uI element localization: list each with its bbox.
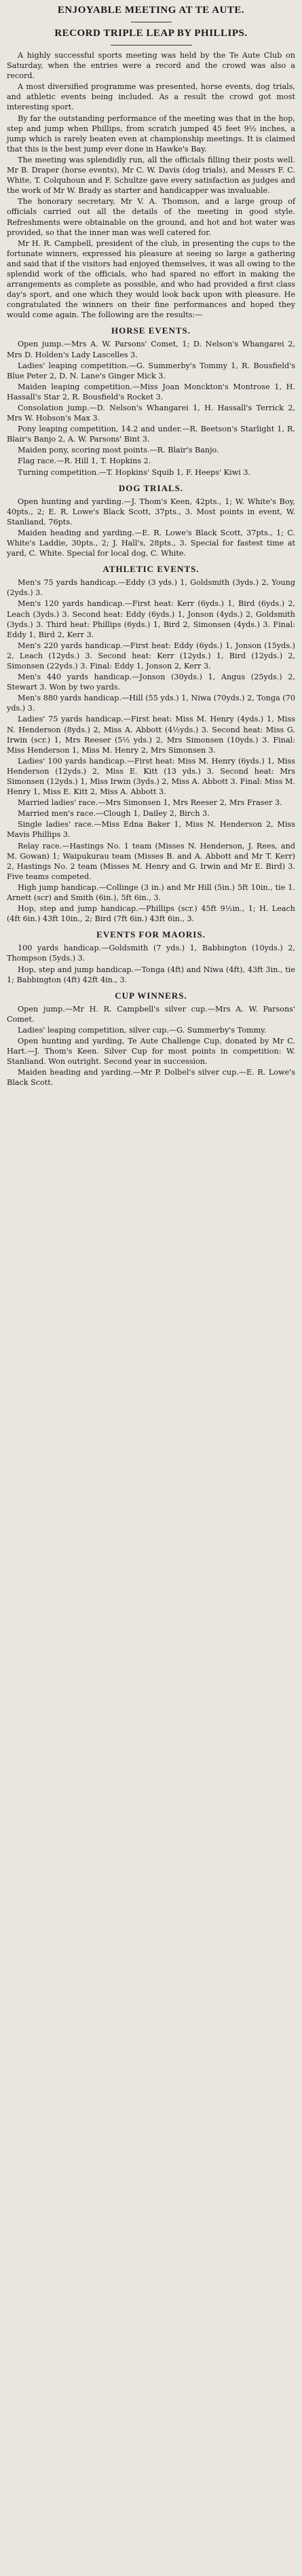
section-heading: CUP WINNERS. — [115, 990, 187, 1001]
result-item: Ladies' leaping competition, silver cup.—G. Summerby's Tommy. — [18, 1025, 267, 1035]
result-item: Maiden heading and yarding.—Mr P. Dolbel's silver cup.—E. R. Lowe's Black Scott. — [7, 1068, 295, 1088]
result-item: Pony leaping competition, 14.2 and under.—R. Beetson's Starlight 1, R. Blair's Banjo 2, A. W. Parsons' Bint 3. — [7, 425, 295, 444]
maori-events-section — [7, 929, 295, 984]
result-item: Hop, step and jump handicap.—Tonga (4ft) and Niwa (4ft), 43ft 3in., tie 1; Babbington (4ft) 42ft 4in., 3. — [7, 965, 295, 984]
result-item: Open hunting and yarding.—J. Thom's Keen, 42pts., 1; W. White's Boy, 40pts., 2; E. R. Lowe's Black Scott, 37pts., 3. Most points in event, W. Stanliand, 76pts. — [7, 497, 295, 526]
result-item: Married ladies' race.—Mrs Simonsen 1, Mrs Reeser 2, Mrs Fraser 3. — [18, 798, 282, 808]
result-item: Relay race.—Hastings No. 1 team (Misses N. Henderson, J. Rees, and M. Gowan) 1; Waipukurau team (Misses B. and A. Abbott and Mr T. Kerr) 2, Hastings No. 2 team (Misses M. Henry and G. Irwin and Mr E. Bird) 3. Five teams competed. — [7, 841, 295, 881]
dog-trials-section — [7, 483, 295, 559]
result-item: Ladies' leaping competition.—G. Summerby's Tommy 1, R. Bousfield's Blue Peter 2, D. N. Lane's Ginger Mick 3. — [7, 361, 295, 380]
intro-block — [7, 50, 295, 320]
result-item: 100 yards handicap.—Goldsmith (7 yds.) 1, Babbington (10yds.) 2, Thompson (5yds.) 3. — [7, 944, 295, 963]
subheadline-divider — [111, 45, 192, 46]
result-item: Ladies' 100 yards handicap.—First heat: Miss M. Henry (6yds.) 1, Miss Henderson (12yds.) 2, Miss E. Kitt (13 yds.) 3. Second heat: Mrs Simonsen (12yds.) 1, Miss Irwin (3yds.) 2, Miss A. Abbott 3. Final: Miss M. Henry 1, Miss E. Kitt 2, Miss A. Abbott 3. — [7, 756, 295, 797]
intro-paragraph: The honorary secretary, Mr V. A. Thomson, and a large group of officials carried out all the details of the meeting in good style. Refreshments were obtainable on the ground, and hot and hot water was provided, so that the inner man was well catered for. — [7, 197, 295, 237]
section-heading: EVENTS FOR MAORIS. — [96, 929, 206, 940]
result-item: Men's 75 yards handicap.—Eddy (3 yds.) 1, Goldsmith (3yds.) 2, Young (2yds.) 3. — [7, 578, 295, 598]
result-item: Maiden heading and yarding.—E. R. Lowe's Black Scott, 37pts., 1; C. White's Laddie, 30pts., 2; J. Hall's, 28pts., 3. Special for fastest time at yard, C. White. Special for local dog, C. White. — [7, 528, 295, 558]
intro-paragraph: Mr H. R. Campbell, president of the club, in presenting the cups to the fortunate winners, expressed his pleasure at seeing so large a gathering and said that if the visitors had enjoyed themselves, it was all owing to the splendid work of the officials, who had spared no effort in making the arrangements as complete as possible, and who had provided a first class day's sport, and one which they would look back upon with pleasure. He congratulated the winners on their fine performances and hoped they would come again. The following are the results:— — [7, 238, 295, 320]
horse-events-section — [7, 325, 295, 477]
section-heading: HORSE EVENTS. — [111, 325, 191, 336]
article-headline: ENJOYABLE MEETING AT TE AUTE. — [57, 5, 245, 16]
section-heading: ATHLETIC EVENTS. — [102, 564, 200, 575]
section-heading: DOG TRIALS. — [118, 482, 184, 493]
article-column — [7, 0, 295, 1088]
result-item: Turning competition.—T. Hopkins' Squib 1, F. Heeps' Kiwi 3. — [18, 467, 251, 477]
intro-paragraph: By far the outstanding performance of the meeting was that in the hop, step and jump when Phillips, from scratch jumped 45 feet 9½ inches, a jump which is rarely beaten even at championship meetings. It is claimed that this is the best jump ever done in Hawke's Bay. — [7, 113, 295, 154]
intro-paragraph: A most diversified programme was presented, horse events, dog trials, and athletic events being included. As a result the crowd got most interesting sport. — [7, 82, 295, 112]
result-item: Consolation jump.—D. Nelson's Whangarei 1, H. Hassall's Terrick 2, Mrs W. Hobson's Max 3. — [7, 404, 295, 423]
result-item: Open jump.—Mr H. R. Campbell's silver cup.—Mrs A. W. Parsons' Comet. — [7, 1004, 295, 1024]
result-item: Men's 220 yards handicap.—First heat: Eddy (6yds.) 1, Jonson (15yds.) 2, Leach (12yds.) 3. Second heat: Kerr (12yds.) 1, Bird (12yds.) 2, Simonsen (22yds.) 3. Final: Eddy 1, Jonson 2, Kerr 3. — [7, 641, 295, 670]
result-item: Men's 440 yards handicap.—Jonson (30yds.) 1, Angus (25yds.) 2, Stewart 3. Won by two yards. — [7, 673, 295, 692]
result-item: High jump handicap.—Collinge (3 in.) and Mr Hill (5in.) 5ft 10in., tie 1. Arnett (scr) and Smith (6in.), 5ft 6in., 3. — [7, 882, 295, 903]
cup-winners-section — [7, 990, 295, 1088]
article-subheadline: RECORD TRIPLE LEAP BY PHILLIPS. — [54, 28, 248, 39]
result-item: Maiden pony, scoring most points.—R. Blair's Banjo. — [18, 446, 219, 455]
intro-paragraph: The meeting was splendidly run, all the officials filling their posts well. Mr B. Draper (horse events), Mr C. W. Davis (dog trials), and Messrs F. C. White, T. Colquhoun and F. Schultze gave every satisfaction as judges and the work of Mr W. Brady as starter and handicapper was invaluable. — [7, 155, 295, 196]
result-item: Men's 120 yards handicap.—First heat: Kerr (6yds.) 1, Bird (6yds.) 2, Leach (3yds.) 3. Second heat: Eddy (6yds.) 1, Jonson (4yds.) 2, Goldsmith (3yds.) 3. Third heat: Phillips (6yds.) 1, Bird 2, Simonsen (4yds.) 3. Final: Eddy 1, Bird 2, Kerr 3. — [7, 599, 295, 639]
result-item: Men's 880 yards handicap.—Hill (55 yds.) 1, Niwa (70yds.) 2, Tonga (70 yds.) 3. — [7, 694, 295, 713]
result-item: Hop, step and jump handicap.—Phillips (scr.) 45ft 9½in., 1; H. Leach (4ft 6in.) 43ft 10in., 2; Bird (7ft 6in.) 43ft 6in., 3. — [7, 904, 295, 924]
result-item: Ladies' 75 yards handicap.—First heat: Miss M. Henry (4yds.) 1, Miss N. Henderson (8yds.) 2, Miss A. Abbott (4½yds.) 3. Second heat: Miss G. Irwin (scr.) 1, Mrs Reeser (5½ yds.) 2, Mrs Simonsen (10yds.) 3. Final: Miss Henderson 1, Miss M. Henry 2, Mrs Simonsen 3. — [7, 715, 295, 755]
result-item: Maiden leaping competition.—Miss Joan Monckton's Montrose 1, H. Hassall's Star 2, R. Bousfield's Rocket 3. — [7, 382, 295, 401]
result-item: Married men's race.—Clough 1, Dailey 2, Birch 3. — [18, 809, 210, 819]
result-item: Open hunting and yarding, Te Aute Challenge Cup, donated by Mr C. Hart.—J. Thom's Keen. Silver Cup for most points in competition: W. Stanliand. Won outright. Second year in succession. — [7, 1036, 295, 1067]
athletic-events-section — [7, 564, 295, 924]
result-item: Flag race.—R. Hill 1, T. Hopkins 2. — [18, 457, 151, 466]
result-item: Single ladies' race.—Miss Edna Baker 1, Miss N. Henderson 2, Miss Mavis Phillips 3. — [7, 820, 295, 840]
intro-paragraph: A highly successful sports meeting was held by the Te Aute Club on Saturday, when the entries were a record and the crowd was also a record. — [7, 51, 295, 81]
result-item: Open jump.—Mrs A. W. Parsons' Comet, 1; D. Nelson's Whangarei 2, Mrs D. Holden's Lady Lascelles 3. — [7, 340, 295, 359]
